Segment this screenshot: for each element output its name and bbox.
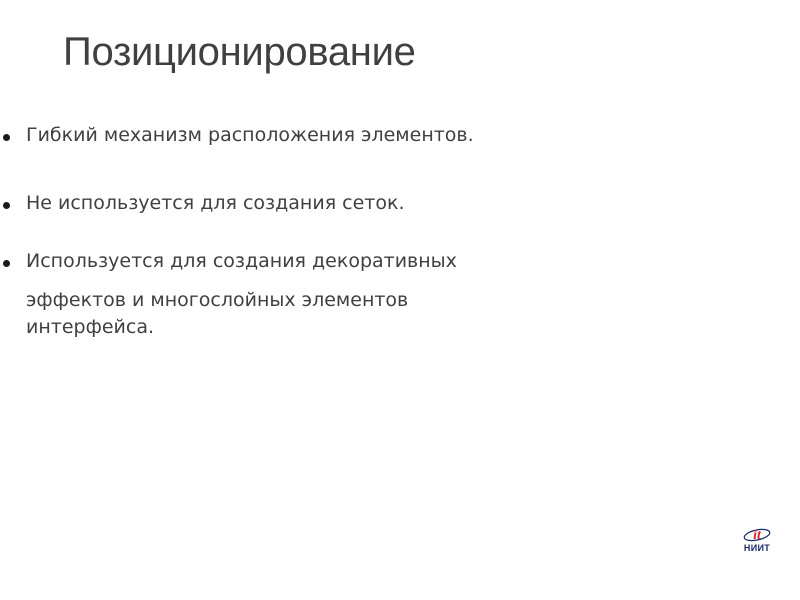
bullet-line: эффектов и многослойных элементов xyxy=(26,289,409,311)
bullet-dot-icon xyxy=(3,202,10,209)
bullet-line: Используется для создания декоративных xyxy=(26,250,457,272)
bullet-line: Не используется для создания сеток. xyxy=(26,192,405,214)
bullet-dot-icon xyxy=(3,260,10,267)
niit-logo-icon xyxy=(740,526,774,544)
bullet-dot-icon xyxy=(3,134,10,141)
bullet-item xyxy=(0,192,640,214)
logo-text: НИИТ xyxy=(743,543,771,553)
bullet-line: Гибкий механизм расположения элементов. xyxy=(26,124,474,146)
logo-mark-text: it xyxy=(753,528,761,543)
niit-logo xyxy=(740,526,774,556)
slide-title: Позиционирование xyxy=(63,30,416,74)
bullet-line: интерфейса. xyxy=(26,316,154,338)
bullet-text xyxy=(26,124,640,146)
bullet-item xyxy=(0,124,640,146)
bullet-text xyxy=(26,250,640,338)
bullet-text xyxy=(26,192,640,214)
bullet-item xyxy=(0,250,640,338)
